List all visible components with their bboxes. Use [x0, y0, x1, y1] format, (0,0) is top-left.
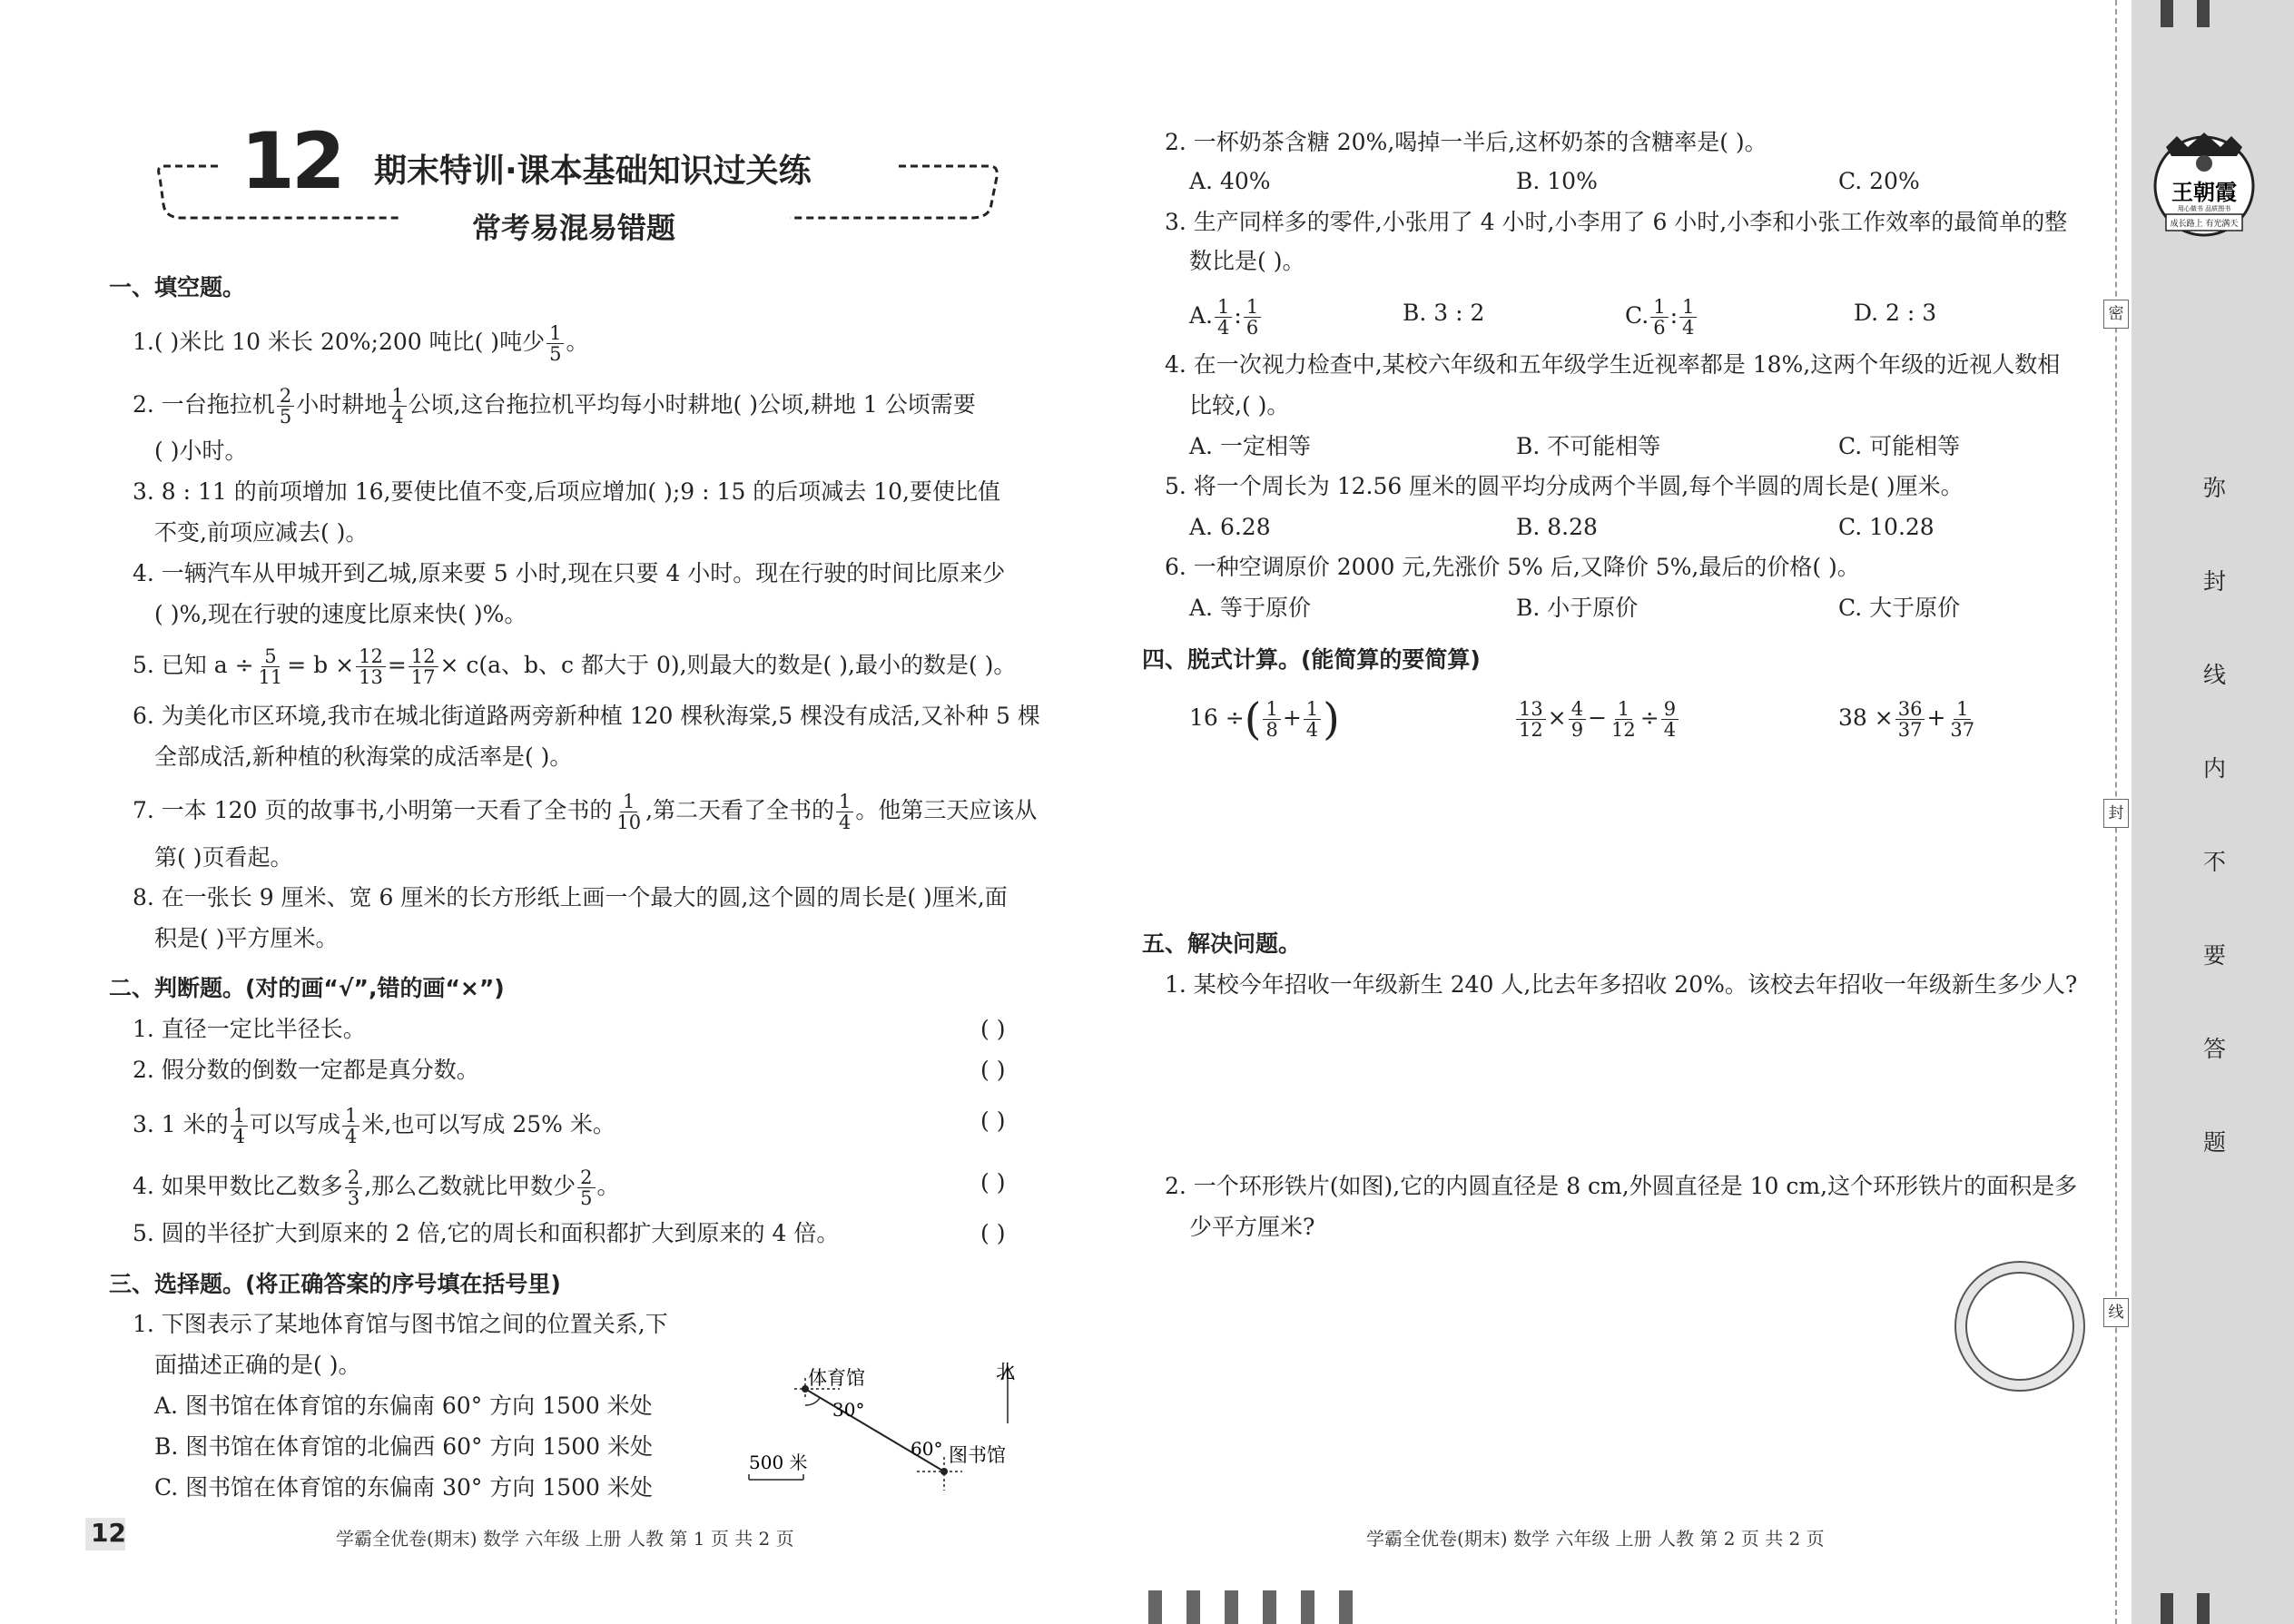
calc-expr-1: 16 ÷( $\frac{1}{8}$ + $\frac{1}{4}$ ) [1189, 694, 1340, 745]
fill-q7: 7. 一本 120 页的故事书,小明第一天看了全书的 $\frac{1}{10}$ ,第二天看了全书的 $\frac{1}{4}$ 。他第三天应该从 [133, 791, 1038, 833]
diagram-library-label: 图书馆 [949, 1444, 1006, 1466]
judge-q5: 5. 圆的半径扩大到原来的 2 倍,它的周长和面积都扩大到原来的 4 倍。 [133, 1220, 840, 1246]
footer-left: 学霸全优卷(期末) 数学 六年级 上册 人教 第 1 页 共 2 页 [336, 1528, 794, 1550]
fill-q8-line2: 积是( )平方厘米。 [154, 925, 339, 951]
margin-box-mi: 密 [2103, 300, 2129, 329]
choice-q4-optB: B. 不可能相等 [1516, 433, 1661, 459]
choice-q2-optA: A. 40% [1189, 168, 1271, 194]
choice-q3: 3. 生产同样多的零件,小张用了 4 小时,小李用了 6 小时,小李和小张工作效率的最简单的整 [1165, 209, 2068, 235]
margin-char-6: 要 [2203, 942, 2227, 969]
section-solve-title: 五、解决问题。 [1142, 930, 1302, 957]
margin-char-3: 线 [2203, 662, 2227, 688]
fill-q6: 6. 为美化市区环境,我市在城北街道路两旁新种植 120 棵秋海棠,5 棵没有成活,又补种 5 棵 [133, 703, 1040, 729]
fill-q6-line2: 全部成活,新种植的秋海棠的成活率是( )。 [154, 743, 573, 770]
fill-q3-line2: 不变,前项应减去( )。 [154, 519, 369, 546]
choice-q6: 6. 一种空调原价 2000 元,先涨价 5% 后,又降价 5%,最后的价格( )。 [1165, 554, 1860, 580]
footer-right: 学霸全优卷(期末) 数学 六年级 上册 人教 第 2 页 共 2 页 [1366, 1528, 1825, 1550]
section-choice-title: 三、选择题。(将正确答案的序号填在括号里) [109, 1271, 561, 1297]
page-subtitle: 常考易混易错题 [472, 211, 676, 245]
direction-diagram [740, 1362, 1030, 1507]
logo-bottom-text: 成长路上 有光满天 [2170, 220, 2239, 229]
diagram-north-label: 北 [996, 1362, 1015, 1383]
choice-q3-line2: 数比是( )。 [1189, 248, 1305, 274]
choice-q6-optA: A. 等于原价 [1189, 595, 1311, 621]
choice-q3-optC: C. $\frac{1}{6}$ : $\frac{1}{4}$ [1625, 297, 1698, 338]
fill-q7-line2: 第( )页看起。 [154, 844, 293, 871]
diagram-scale-label: 500 米 [749, 1452, 808, 1473]
solve-q2-line2: 少平方厘米? [1189, 1214, 1315, 1240]
solve-q1: 1. 某校今年招收一年级新生 240 人,比去年多招收 20%。该校去年招收一年级新生多少人? [1165, 971, 2078, 998]
section-fill-title: 一、填空题。 [109, 274, 246, 300]
bottom-marks [1148, 1590, 1366, 1624]
diagram-angle1: 30° [832, 1399, 865, 1421]
choice-q1-optA: A. 图书馆在体育馆的东偏南 60° 方向 1500 米处 [154, 1393, 653, 1419]
margin-box-xian: 线 [2103, 1298, 2129, 1327]
choice-q4-optC: C. 可能相等 [1838, 433, 1961, 459]
margin-char-1: 弥 [2203, 475, 2227, 501]
choice-q5-optB: B. 8.28 [1516, 514, 1598, 540]
judge-q1-answer[interactable]: ( ) [980, 1016, 1006, 1042]
logo-name: 王朝霞 [2171, 179, 2237, 205]
margin-box-feng: 封 [2103, 799, 2129, 828]
judge-q1: 1. 直径一定比半径长。 [133, 1016, 366, 1042]
choice-q1-line2: 面描述正确的是( )。 [154, 1352, 361, 1378]
fill-q1: 1.( )米比 10 米长 20%;200 吨比( )吨少 $\frac{1}{5}$ 。 [133, 322, 589, 365]
fill-q3: 3. 8 : 11 的前项增加 16,要使比值不变,后项应增加( );9 : 15 的后项减去 10,要使比值 [133, 478, 1000, 505]
choice-q5-optC: C. 10.28 [1838, 514, 1935, 540]
judge-q2-answer[interactable]: ( ) [980, 1057, 1006, 1083]
choice-q1-optB: B. 图书馆在体育馆的北偏西 60° 方向 1500 米处 [154, 1433, 653, 1460]
choice-q3-optA: A. $\frac{1}{4}$ : $\frac{1}{6}$ [1189, 297, 1263, 338]
ring-figure [1947, 1257, 2092, 1403]
margin-char-8: 题 [2203, 1129, 2227, 1156]
fill-q4-line2: ( )%,现在行驶的速度比原来快( )%。 [154, 601, 527, 627]
section-judge-title: 二、判断题。(对的画“√”,错的画“×”) [109, 975, 505, 1001]
fill-q5: 5. 已知 a ÷ $\frac{5}{11}$ = b × $\frac{12}{13}$ = $\frac{12}{17}$ × c(a、b、c 都大于 0),则最大的数是( ),最小的数是( )。 [133, 645, 1017, 688]
choice-q5-optA: A. 6.28 [1189, 514, 1271, 540]
judge-q4-answer[interactable]: ( ) [980, 1169, 1006, 1196]
choice-q3-optB: B. 3 : 2 [1403, 300, 1485, 326]
choice-q5: 5. 将一个周长为 12.56 厘米的圆平均分成两个半圆,每个半圆的周长是( )厘米。 [1165, 473, 1964, 499]
publisher-logo [2150, 127, 2259, 254]
title-frame [154, 150, 1012, 231]
logo-top-text: 用心做书 品质图书 [2177, 205, 2231, 212]
choice-q1: 1. 下图表示了某地体育馆与图书馆之间的位置关系,下 [133, 1311, 668, 1337]
diagram-angle2: 60° [911, 1438, 943, 1460]
choice-q4-line2: 比较,( )。 [1189, 392, 1290, 418]
fill-q8: 8. 在一张长 9 厘米、宽 6 厘米的长方形纸上画一个最大的圆,这个圆的周长是( )厘米,面 [133, 884, 1008, 910]
margin-char-5: 不 [2203, 849, 2227, 875]
choice-q4-optA: A. 一定相等 [1189, 433, 1311, 459]
judge-q2: 2. 假分数的倒数一定都是真分数。 [133, 1057, 479, 1083]
choice-q1-optC: C. 图书馆在体育馆的东偏南 30° 方向 1500 米处 [154, 1474, 653, 1501]
choice-q2-optB: B. 10% [1516, 168, 1598, 194]
judge-q5-answer[interactable]: ( ) [980, 1220, 1006, 1246]
page-title: 期末特训·课本基础知识过关练 [374, 153, 812, 190]
solve-q2: 2. 一个环形铁片(如图),它的内圆直径是 8 cm,外圆直径是 10 cm,这个环形铁片的面积是多 [1165, 1173, 2078, 1199]
calc-expr-3: 38 × $\frac{36}{37}$ + $\frac{1}{37}$ [1838, 698, 1975, 741]
calc-expr-2: $\frac{13}{12}$ × $\frac{4}{9}$ − $\frac{1}{12}$ ÷ $\frac{9}{4}$ [1514, 699, 1680, 740]
margin-char-7: 答 [2203, 1036, 2227, 1062]
lesson-number: 12 [241, 116, 342, 207]
top-marks [2161, 0, 2233, 27]
margin-char-2: 封 [2203, 568, 2227, 595]
margin-char-4: 内 [2203, 755, 2227, 782]
judge-q3: 3. 1 米的 $\frac{1}{4}$ 可以写成 $\frac{1}{4}$ 米,也可以写成 25% 米。 [133, 1105, 615, 1147]
choice-q6-optC: C. 大于原价 [1838, 595, 1961, 621]
judge-q3-answer[interactable]: ( ) [980, 1107, 1006, 1134]
bottom-margin-marks [2161, 1593, 2233, 1624]
choice-q2-optC: C. 20% [1838, 168, 1920, 194]
fill-q4: 4. 一辆汽车从甲城开到乙城,原来要 5 小时,现在只要 4 小时。现在行驶的时间比原来少 [133, 560, 1006, 586]
choice-q2: 2. 一杯奶茶含糖 20%,喝掉一半后,这杯奶茶的含糖率是( )。 [1165, 129, 1767, 155]
judge-q4: 4. 如果甲数比乙数多 $\frac{2}{3}$ ,那么乙数就比甲数少 $\frac{2}{5}$ 。 [133, 1166, 620, 1209]
fill-q2-line2: ( )小时。 [154, 438, 248, 464]
choice-q3-optD: D. 2 : 3 [1854, 300, 1937, 326]
choice-q4: 4. 在一次视力检查中,某校六年级和五年级学生近视率都是 18%,这两个年级的近视人数相 [1165, 351, 2061, 378]
page-number: 12 [91, 1518, 126, 1548]
fill-q2: 2. 一台拖拉机 $\frac{2}{5}$ 小时耕地 $\frac{1}{4}$ 公顷,这台拖拉机平均每小时耕地( )公顷,耕地 1 公顷需要 [133, 385, 976, 428]
choice-q6-optB: B. 小于原价 [1516, 595, 1639, 621]
section-calc-title: 四、脱式计算。(能简算的要简算) [1142, 646, 1481, 673]
diagram-gym-label: 体育馆 [808, 1367, 865, 1389]
